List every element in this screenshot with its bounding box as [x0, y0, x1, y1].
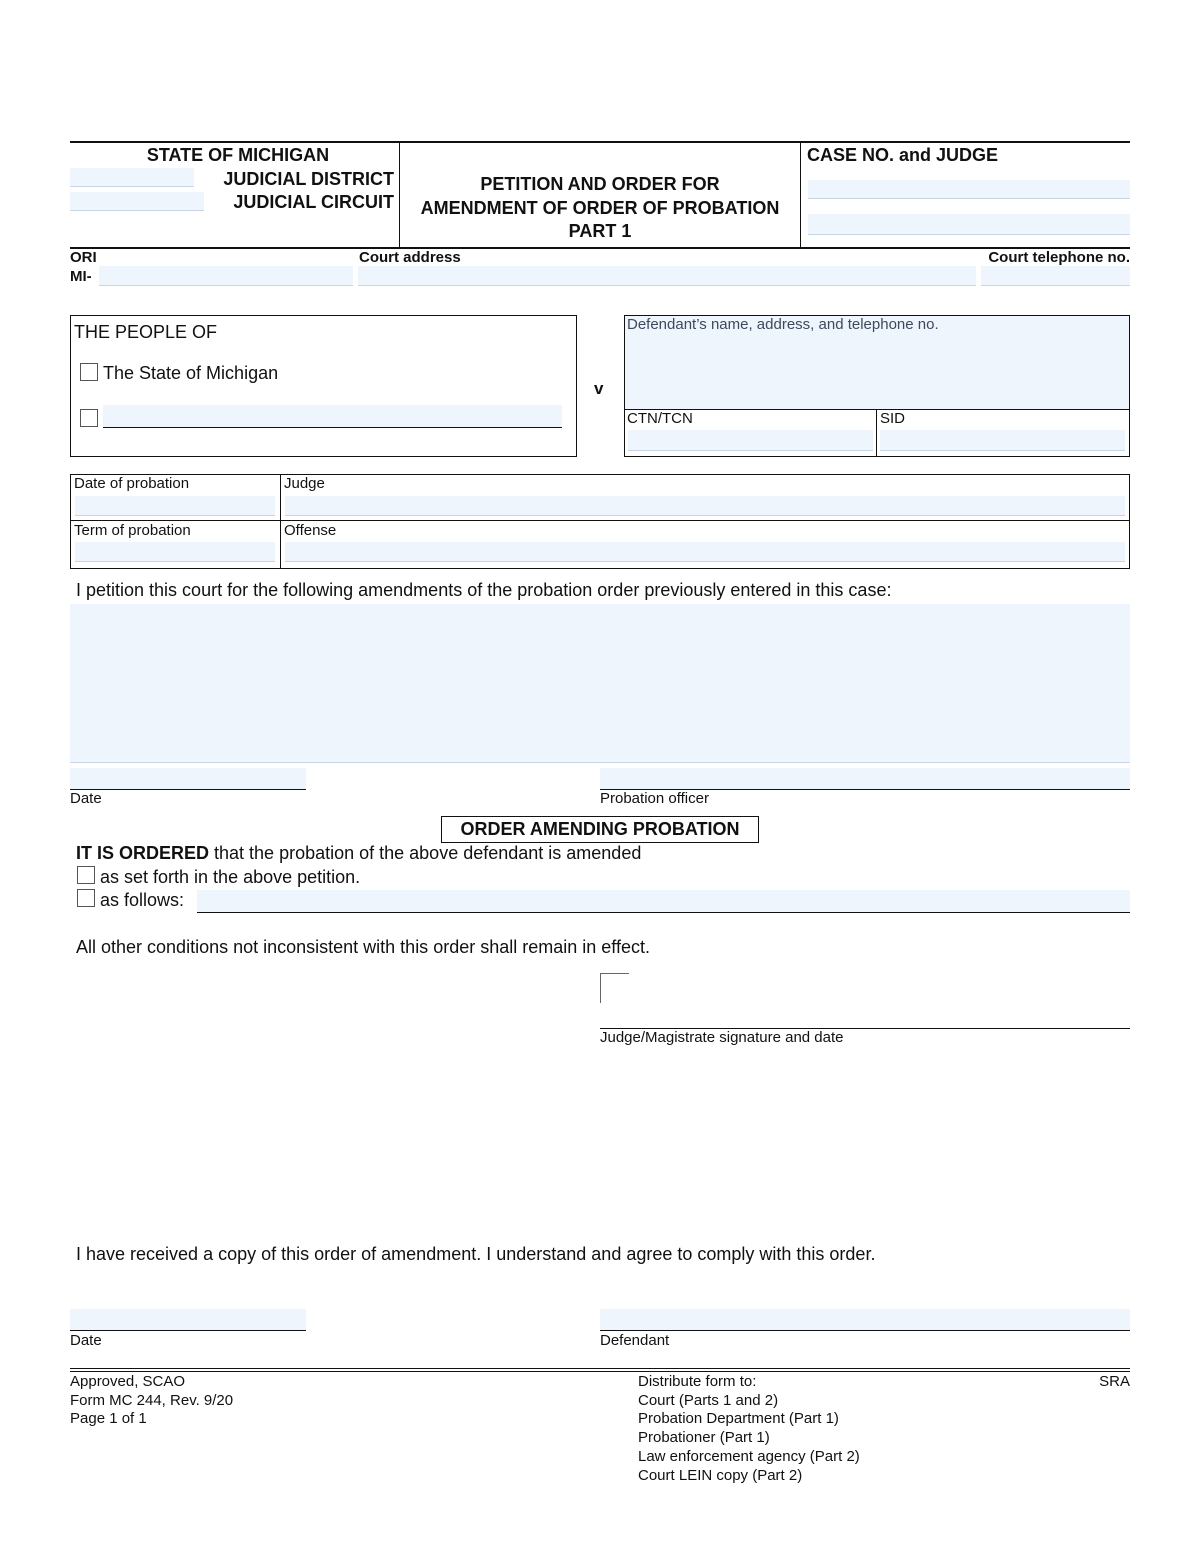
- offense-field[interactable]: [285, 542, 1125, 562]
- case-no-field-1[interactable]: [808, 180, 1130, 199]
- as-follows-label: as follows:: [100, 890, 185, 910]
- circuit-number-field[interactable]: [70, 192, 204, 211]
- it-is-ordered-text: [76, 843, 641, 864]
- state-of-michigan-checkbox[interactable]: [80, 363, 98, 381]
- header-top-rule: [70, 141, 1130, 143]
- other-plaintiff-field[interactable]: [103, 405, 562, 428]
- ori-field[interactable]: [99, 266, 353, 286]
- probation-table-row-divider: [70, 520, 1130, 521]
- offense-label: Offense: [284, 522, 337, 539]
- petition-date-field[interactable]: [70, 768, 306, 790]
- form-title-line-1: PETITION AND ORDER FOR: [480, 174, 720, 194]
- court-telephone-field[interactable]: [981, 266, 1130, 286]
- date-of-probation-label: Date of probation: [74, 475, 190, 492]
- probation-officer-label: Probation officer: [600, 790, 709, 807]
- term-of-probation-field[interactable]: [75, 542, 275, 562]
- case-no-field-2[interactable]: [808, 214, 1130, 235]
- approved-scao: Approved, SCAO: [70, 1373, 186, 1390]
- footer-rule-bottom: [70, 1371, 1130, 1372]
- signature-corner-mark: [600, 973, 629, 1003]
- acknowledgment-date-label: Date: [70, 1332, 102, 1349]
- ctn-tcn-label: CTN/TCN: [627, 410, 693, 427]
- judge-signature-label: Judge/Magistrate signature and date: [600, 1029, 844, 1046]
- ctn-sid-divider: [876, 409, 877, 457]
- order-heading: ORDER AMENDING PROBATION: [441, 816, 759, 843]
- defendant-signature-field[interactable]: [600, 1309, 1130, 1331]
- form-title-line-2: AMENDMENT OF ORDER OF PROBATION: [420, 197, 780, 218]
- sid-field[interactable]: [880, 430, 1125, 451]
- as-follows-field[interactable]: [197, 890, 1130, 913]
- header-divider-right: [800, 143, 801, 247]
- it-is-ordered-bold: IT IS ORDERED: [76, 843, 210, 863]
- distribution-list: [638, 1373, 860, 1485]
- judge-label: Judge: [284, 475, 325, 492]
- people-of-label: THE PEOPLE OF: [74, 322, 218, 342]
- distribution-item: Court (Parts 1 and 2): [638, 1391, 779, 1409]
- distribution-item: Probation Department (Part 1): [638, 1410, 839, 1428]
- defendant-signature-label: Defendant: [600, 1332, 670, 1349]
- petition-date-label: Date: [70, 790, 102, 807]
- case-no-label: CASE NO. and JUDGE: [807, 145, 999, 165]
- remain-in-effect-text: All other conditions not inconsistent with this order shall remain in effect.: [76, 937, 650, 957]
- petition-statement: I petition this court for the following amendments of the probation order previously entered in this case:: [76, 580, 892, 600]
- state-of-michigan-label: The State of Michigan: [103, 363, 279, 383]
- probation-table-col-divider: [280, 474, 281, 569]
- judge-field[interactable]: [285, 496, 1125, 516]
- judicial-district-label: JUDICIAL DISTRICT: [223, 169, 394, 189]
- probation-officer-field[interactable]: [600, 768, 1130, 790]
- distribution-item: Court LEIN copy (Part 2): [638, 1466, 803, 1484]
- footer-rule-top: [70, 1368, 1130, 1369]
- as-set-forth-label: as set forth in the above petition.: [100, 867, 361, 887]
- form-title: [400, 173, 800, 244]
- acknowledgment-date-field[interactable]: [70, 1309, 306, 1331]
- ori-label: ORI: [70, 249, 97, 266]
- judicial-circuit-label: JUDICIAL CIRCUIT: [233, 192, 394, 212]
- defendant-box-divider: [624, 409, 1130, 410]
- sid-label: SID: [880, 410, 906, 427]
- page-number: Page 1 of 1: [70, 1410, 147, 1428]
- other-plaintiff-checkbox[interactable]: [80, 409, 98, 427]
- court-telephone-label: Court telephone no.: [988, 249, 1130, 266]
- mi-prefix: MI-: [70, 268, 92, 285]
- form-title-line-3: PART 1: [568, 221, 632, 241]
- district-number-field[interactable]: [70, 168, 194, 187]
- date-of-probation-field[interactable]: [75, 496, 275, 516]
- term-of-probation-label: Term of probation: [74, 522, 191, 539]
- footer-approval: [70, 1373, 233, 1429]
- defendant-info-label: Defendant’s name, address, and telephone no.: [627, 316, 939, 333]
- form-number: Form MC 244, Rev. 9/20: [70, 1391, 234, 1409]
- distribution-item: Law enforcement agency (Part 2): [638, 1447, 860, 1465]
- as-follows-checkbox[interactable]: [77, 889, 95, 907]
- distribution-item: Probationer (Part 1): [638, 1429, 770, 1447]
- as-set-forth-checkbox[interactable]: [77, 866, 95, 884]
- acknowledgment-statement: I have received a copy of this order of amendment. I understand and agree to comply with this order.: [76, 1244, 876, 1264]
- distribution-title: Distribute form to:: [638, 1373, 757, 1390]
- petition-amendments-field[interactable]: [70, 604, 1130, 763]
- court-address-label: Court address: [359, 249, 461, 266]
- footer-code: SRA: [1099, 1373, 1130, 1390]
- versus-label: v: [594, 379, 604, 398]
- state-title: STATE OF MICHIGAN: [146, 145, 330, 165]
- ctn-tcn-field[interactable]: [628, 430, 873, 451]
- it-is-ordered-rest: that the probation of the above defendant is amended: [209, 843, 642, 863]
- court-address-field[interactable]: [358, 266, 976, 286]
